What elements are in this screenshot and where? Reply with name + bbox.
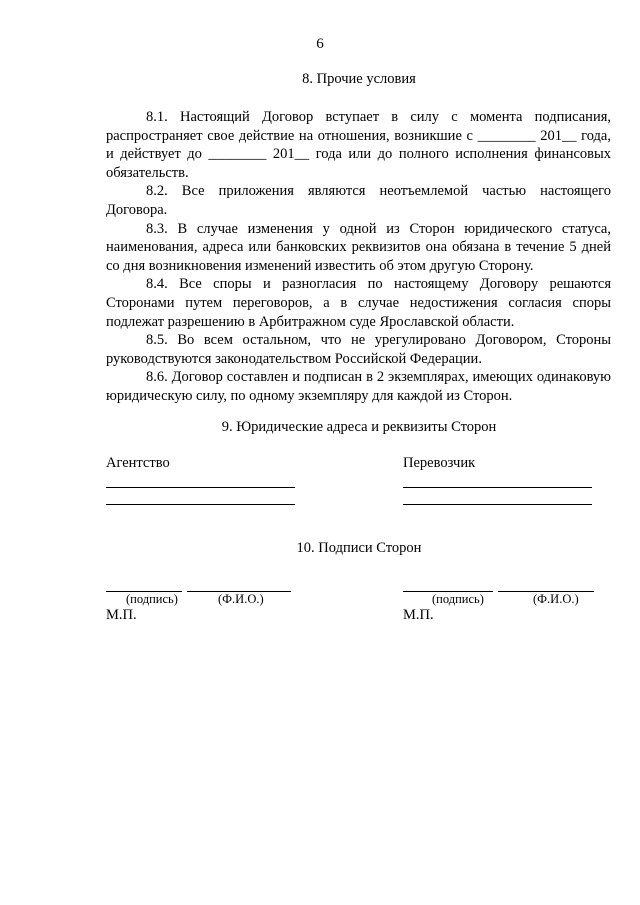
agency-signature-caption: (подпись) (126, 592, 178, 606)
clause-8-5: 8.5. Во всем остальном, что не урегулировано Договором, Стороны руководствуются законодательством Российской Федерации. (106, 332, 611, 367)
clause-8-2: 8.2. Все приложения являются неотъемлемой частью настоящего Договора. (106, 183, 611, 218)
carrier-seal-mark: М.П. (403, 607, 434, 623)
carrier-details-line-1[interactable] (403, 487, 592, 488)
section-8-body (106, 108, 611, 406)
carrier-signature-caption: (подпись) (432, 592, 484, 606)
party-carrier-label: Перевозчик (403, 455, 476, 471)
agency-name-caption: (Ф.И.О.) (218, 592, 264, 606)
page-number: 6 (316, 36, 324, 52)
carrier-name-caption: (Ф.И.О.) (533, 592, 579, 606)
section-8-title: 8. Прочие условия (302, 71, 416, 87)
agency-seal-mark: М.П. (106, 607, 137, 623)
agency-details-line-1[interactable] (106, 487, 295, 488)
section-9-title: 9. Юридические адреса и реквизиты Сторон (221, 419, 497, 435)
clause-8-4: 8.4. Все споры и разногласия по настоящему Договору решаются Сторонами путем переговоров, а в случае недостижения согласия споры подлежат разрешению в Арбитражном суде Ярославской области. (106, 276, 611, 330)
clause-8-6: 8.6. Договор составлен и подписан в 2 экземплярах, имеющих одинаковую юридическую силу, по одному экземпляру для каждой из Сторон. (106, 369, 611, 404)
section-10-title: 10. Подписи Сторон (296, 540, 422, 556)
agency-details-line-2[interactable] (106, 504, 295, 505)
carrier-details-line-2[interactable] (403, 504, 592, 505)
clause-8-3: 8.3. В случае изменения у одной из Сторон юридического статуса, наименования, адреса или банковских реквизитов она обязана в течение 5 дней со дня возникновения изменений известить об этом другую Сторону. (106, 220, 611, 274)
clause-8-1: 8.1. Настоящий Договор вступает в силу с момента подписания, распространяет свое действие на отношения, возникшие с ________ 201__ года, и действует до ________ 201__ года или до полного исполнения финансовых обязательств. (106, 109, 611, 181)
party-agency-label: Агентство (106, 455, 170, 471)
